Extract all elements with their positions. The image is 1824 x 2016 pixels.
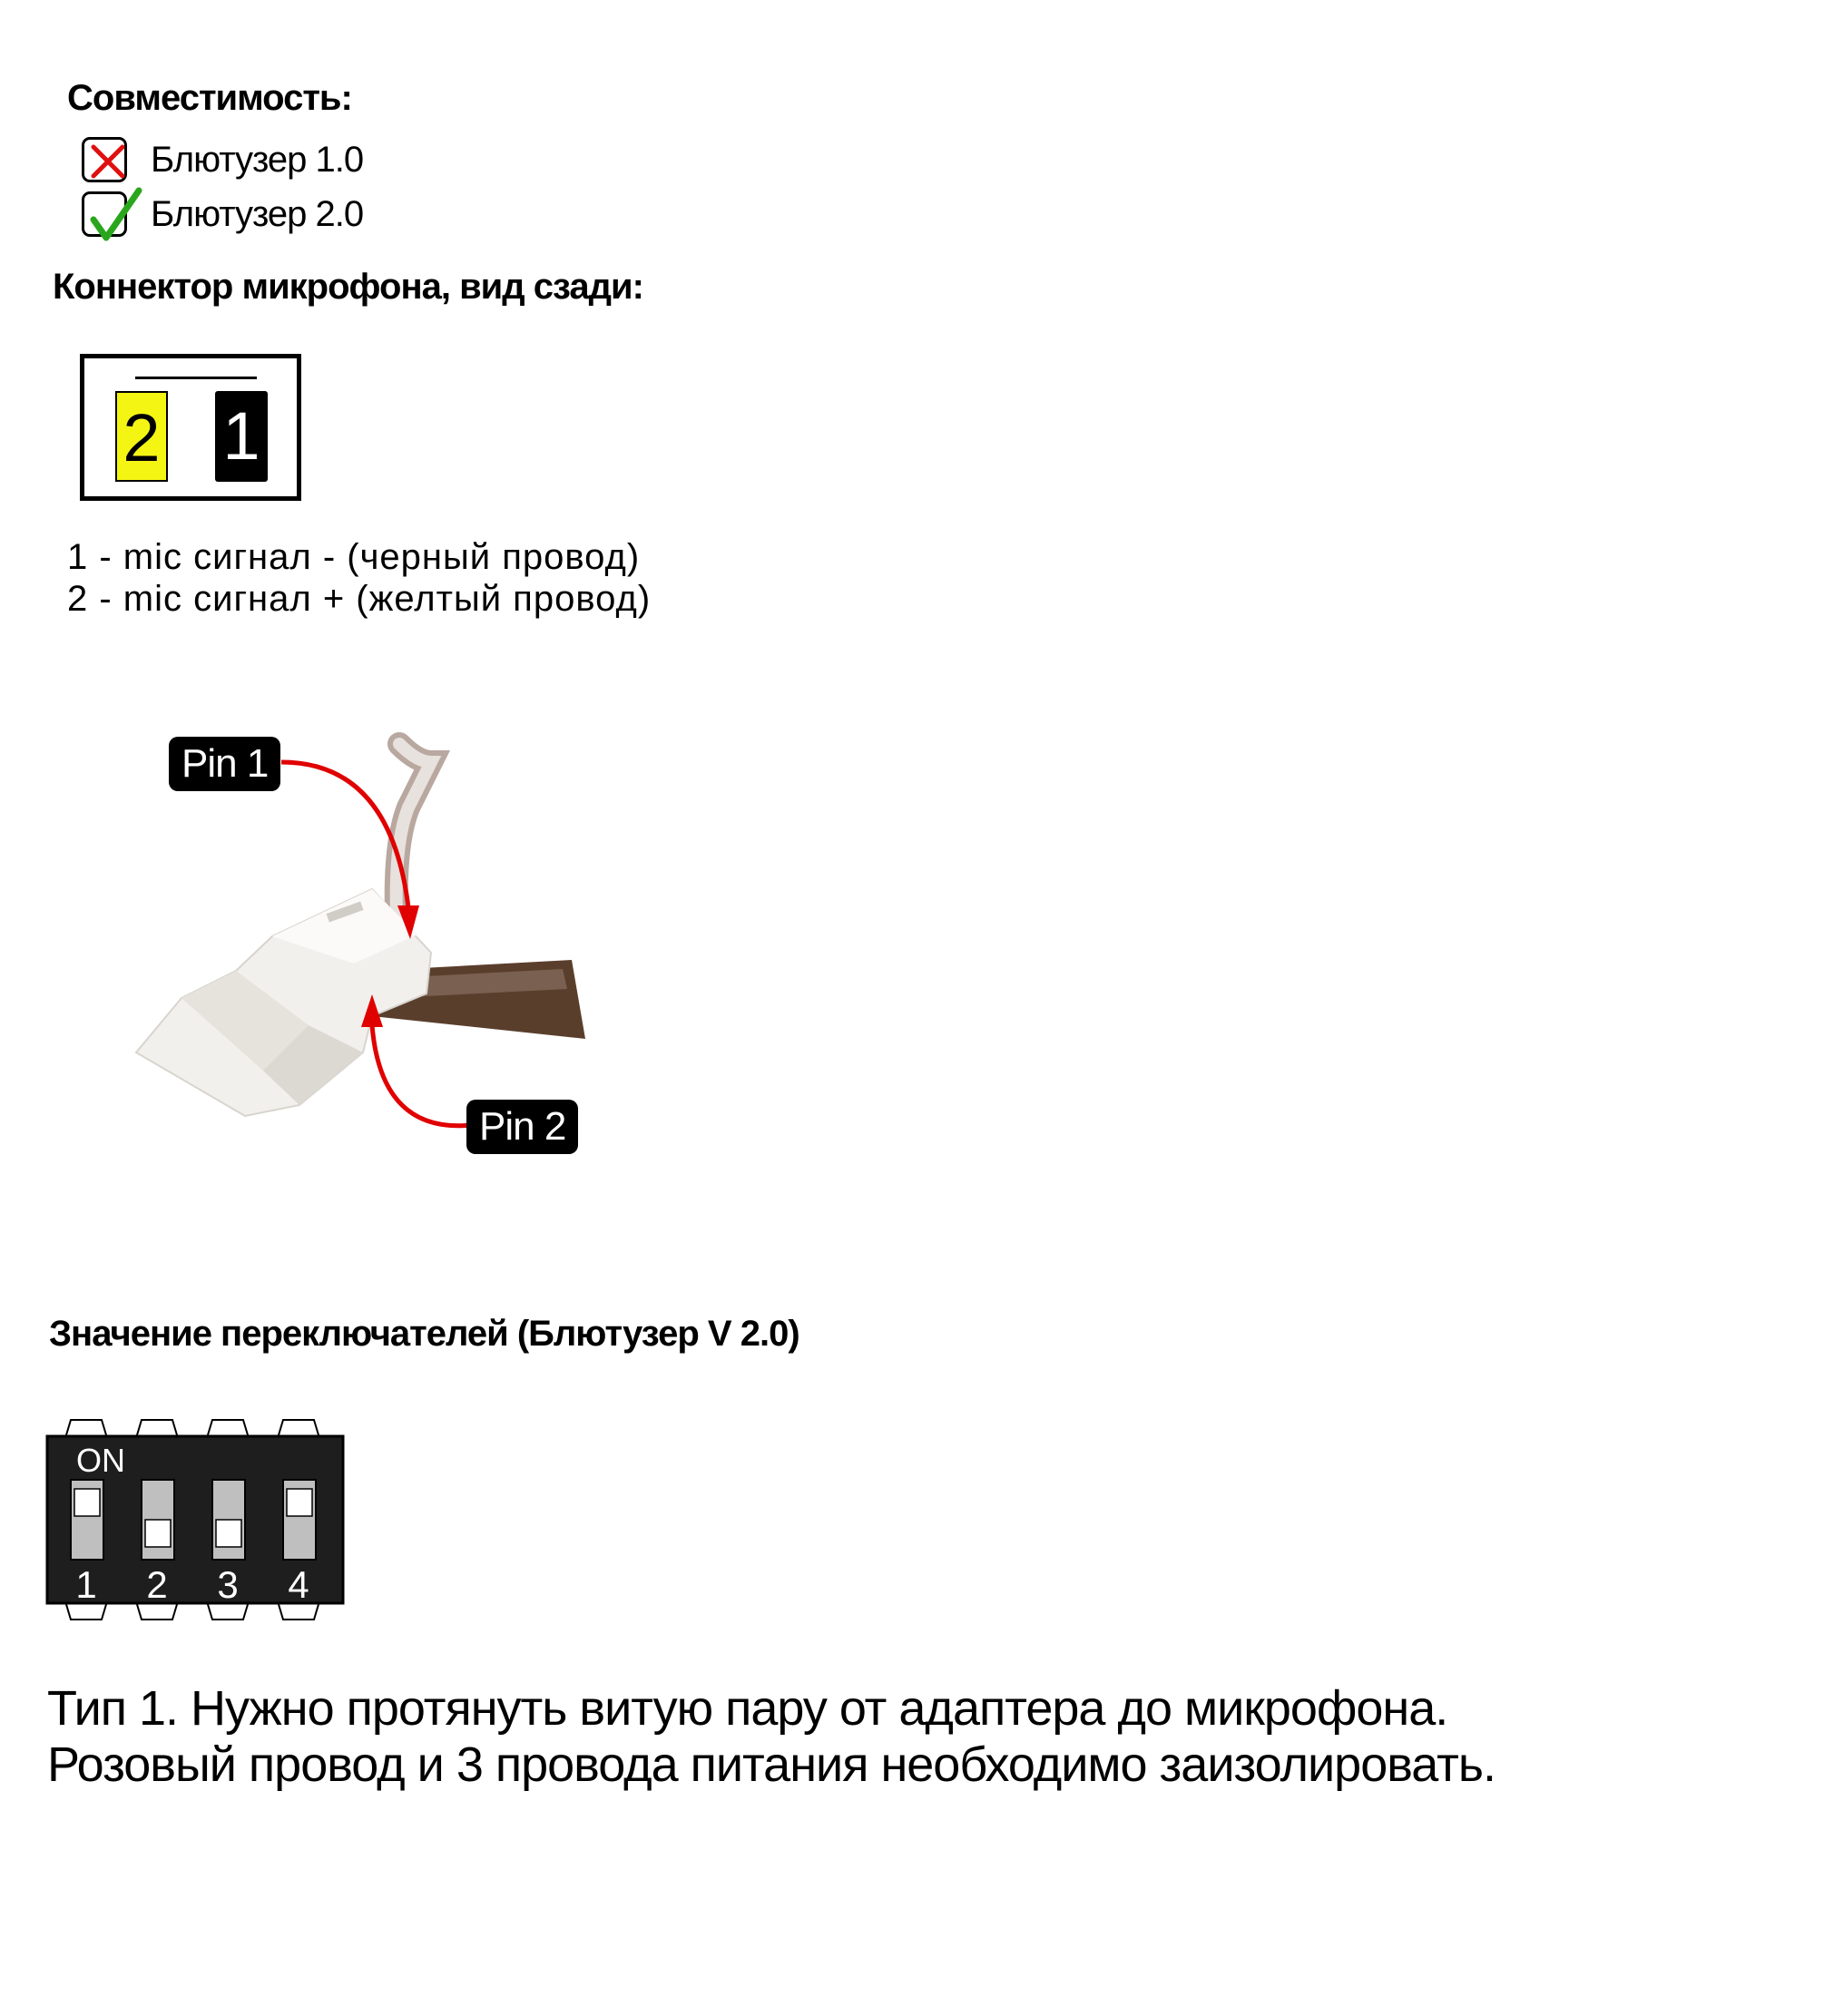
compat-item-bt2 — [82, 189, 363, 240]
footer-line-1: Тип 1. Нужно протянуть витую пару от адаптера до микрофона. — [47, 1681, 1448, 1736]
footer-line-2: Розовый провод и 3 провода питания необходимо заизолировать. — [47, 1737, 1496, 1792]
pin-2-cell: 2 — [115, 391, 168, 482]
pin-1-tag: Pin 1 — [169, 737, 280, 791]
switches-title: Значение переключателей (Блютузер V 2.0) — [49, 1314, 799, 1354]
check-icon — [82, 191, 127, 237]
dip-number-3: 3 — [217, 1563, 239, 1606]
connector-diagram — [80, 354, 301, 501]
cross-icon — [82, 137, 127, 182]
dip-switch-3-knob — [216, 1520, 241, 1547]
dip-number-1: 1 — [75, 1563, 97, 1606]
dip-number-2: 2 — [146, 1563, 168, 1606]
pin-2-arrow — [372, 1025, 472, 1126]
connector-photo — [127, 726, 617, 1198]
dip-switch-diagram — [45, 1411, 345, 1629]
compatibility-title: Совместимость: — [67, 78, 352, 118]
dip-switch-1-knob — [74, 1489, 100, 1516]
connector-title: Коннектор микрофона, вид сзади: — [53, 267, 643, 307]
dip-number-4: 4 — [288, 1563, 309, 1606]
pin-1-cell: 1 — [215, 391, 268, 482]
compat-label: Блютузер 1.0 — [151, 139, 364, 180]
connector-key-line — [135, 377, 257, 379]
compat-item-bt1 — [82, 134, 363, 185]
dip-switch-4-knob — [287, 1489, 312, 1516]
dip-on-label: ON — [76, 1442, 125, 1479]
pin-2-description: 2 - mic сигнал + (желтый провод) — [67, 579, 652, 619]
dip-switch-2-knob — [145, 1520, 171, 1547]
compat-label: Блютузер 2.0 — [151, 193, 364, 234]
pin-2-tag: Pin 2 — [466, 1100, 578, 1154]
pin-1-description: 1 - mic сигнал - (черный провод) — [67, 537, 641, 577]
